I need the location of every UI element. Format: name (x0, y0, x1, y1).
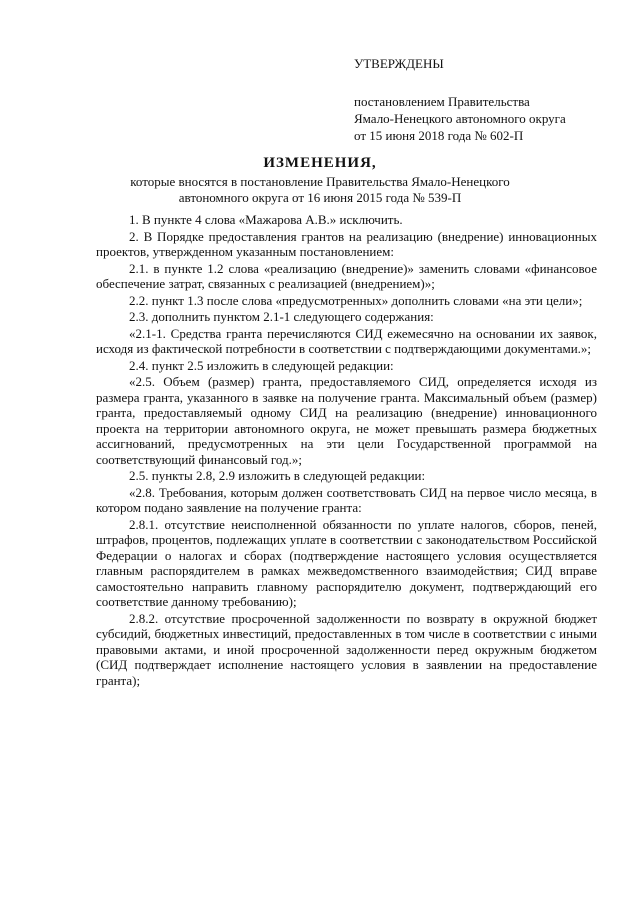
paragraph-item-2-1: 2.1. в пункте 1.2 слова «реализацию (внедрение)» заменить словами «финансовое обеспечение затрат, связанных с реализацией (внедрением)»; (96, 260, 597, 291)
paragraph-item-2-5: 2.5. пункты 2.8, 2.9 изложить в следующей редакции: (129, 468, 426, 483)
approval-line-2: Ямало-Ненецкого автономного округа (354, 111, 566, 126)
paragraph-item-2-2: 2.2. пункт 1.3 после слова «предусмотренных» дополнить словами «на эти цели»; (129, 292, 583, 308)
paragraph-item-2-3: 2.3. дополнить пунктом 2.1-1 следующего содержания: (129, 309, 434, 324)
document-subtitle-line-1: которые вносятся в постановление Правительства Ямало-Ненецкого (130, 174, 510, 189)
approval-line-1: постановлением Правительства (354, 94, 530, 109)
paragraph-item-2: 2. В Порядке предоставления грантов на реализацию (внедрение) инновационных проектов, утвержденном указанным постановлением: (96, 228, 597, 259)
approval-line-3: от 15 июня 2018 года № 602-П (354, 128, 524, 143)
document-title: ИЗМЕНЕНИЯ, (263, 155, 377, 171)
approval-heading: УТВЕРЖДЕНЫ (354, 56, 444, 71)
document-subtitle-line-2: автономного округа от 16 июня 2015 года № 539-П (178, 190, 462, 205)
document-body (96, 212, 597, 688)
paragraph-item-2-4: 2.4. пункт 2.5 изложить в следующей редакции: (129, 357, 394, 373)
paragraph-quote-2-8-1: 2.8.1. отсутствие неисполненной обязанности по уплате налогов, сборов, пеней, штрафов, процентов, подлежащих уплате в соответствии с законодательством Российской Федерации о налогах и сборах (подтверждение настоящего условия осуществляется главным распорядителем в рамках межведомственного взаимодействия; СИД вправе самостоятельно направить главному распорядителю документ, подтверждающий его соответствие данному требованию); (96, 516, 597, 609)
paragraph-quote-2-5: «2.5. Объем (размер) гранта, предоставляемого СИД, определяется исходя из размера гранта, указанного в заявке на получение гранта. Максимальный объем (размер) гранта, предоставляемый одному СИД на реализацию (внедрение) инновационного проекта на территории автономного округа, не может превышать размера бюджетных ассигнований, предусмотренных на эти цели Государственной программой на соответствующий финансовый год.»; (96, 374, 597, 467)
paragraph-quote-2-8: «2.8. Требования, которым должен соответствовать СИД на первое число месяца, в котором подано заявление на получение гранта: (96, 484, 597, 515)
paragraph-quote-2-1-1: «2.1-1. Средства гранта перечисляются СИД ежемесячно на основании их заявок, исходя из фактической потребности в соответствии с подтверждающими документами.»; (96, 325, 597, 356)
paragraph-item-1: 1. В пункте 4 слова «Мажарова А.В.» исключить. (129, 212, 403, 227)
paragraph-quote-2-8-2: 2.8.2. отсутствие просроченной задолженности по возврату в окружной бюджет субсидий, бюджетных инвестиций, предоставленных в том числе в соответствии с иными правовыми актами, и иной просроченной задолженности перед окружным бюджетом (СИД подтверждает исполнение настоящего условия в заявлении на предоставление гранта); (96, 610, 597, 688)
